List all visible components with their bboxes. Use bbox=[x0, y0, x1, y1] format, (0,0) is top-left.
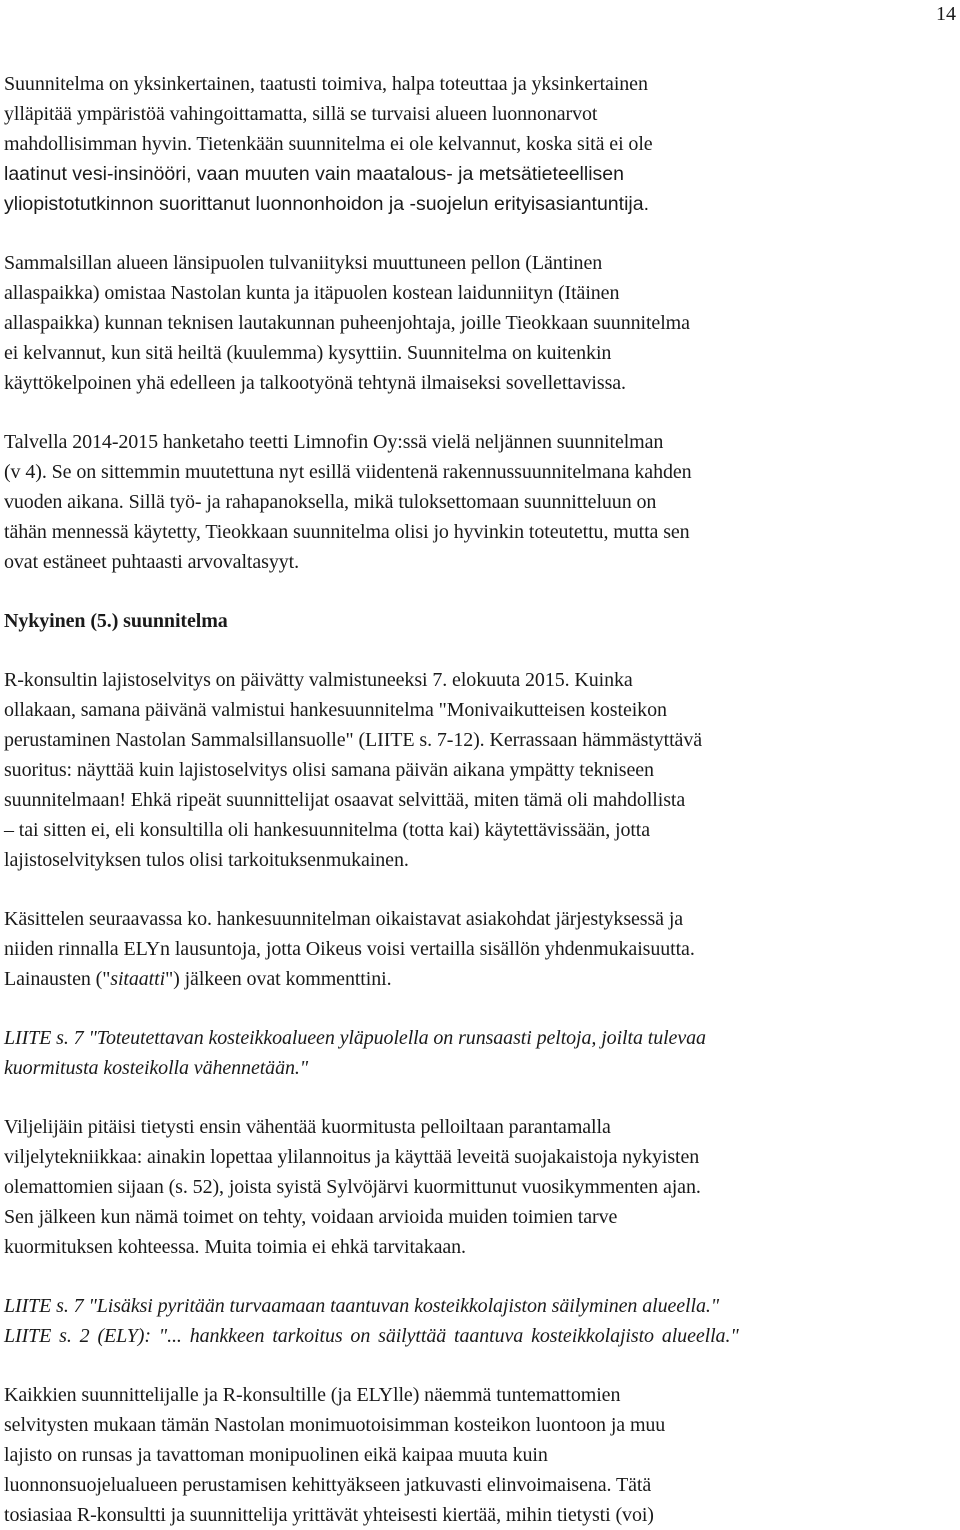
quote-liite-7-peltoja bbox=[4, 1023, 956, 1083]
text-line: selvitysten mukaan tämän Nastolan monimuotoisimman kosteikon luontoon ja muu bbox=[4, 1414, 666, 1436]
text-line: käyttökelpoinen yhä edelleen ja talkootyönä tehtynä ilmaiseksi sovellettavissa. bbox=[4, 372, 626, 394]
paragraph-biodiversity bbox=[4, 1380, 956, 1530]
text-line: Kaikkien suunnittelijalle ja R-konsultille (ja ELYlle) näemmä tuntemattomien bbox=[4, 1384, 621, 1406]
text-line: tähän mennessä käytetty, Tieokkaan suunnitelma olisi jo hyvinkin toteutettu, mutta sen bbox=[4, 521, 690, 543]
text-line: laatinut vesi-insinööri, vaan muuten vain maatalous- ja metsätieteellisen bbox=[4, 163, 624, 185]
text-line: lajisto on runsas ja tavattoman monipuolinen eikä kaipaa muuta kuin bbox=[4, 1444, 548, 1466]
paragraph-fourth-plan bbox=[4, 427, 956, 577]
text-line: ylläpitää ympäristöä vahingoittamatta, sillä se turvaisi alueen luonnonarvot bbox=[4, 103, 598, 125]
text-line: perustaminen Nastolan Sammalsillansuolle" (LIITE s. 7-12). Kerrassaan hämmästyttävä bbox=[4, 729, 702, 751]
italic-word: sitaatti bbox=[110, 968, 166, 990]
text-line: Talvella 2014-2015 hanketaho teetti Limnofin Oy:ssä vielä neljännen suunnitelman bbox=[4, 431, 664, 453]
text-line: Viljelijäin pitäisi tietysti ensin vähentää kuormitusta pelloiltaan parantamalla bbox=[4, 1116, 611, 1138]
text-line: ei kelvannut, kun sitä heiltä (kuulemma) kysyttiin. Suunnitelma on kuitenkin bbox=[4, 342, 612, 364]
text-line: yliopistotutkinnon suorittanut luonnonhoidon ja -suojelun erityisasiantuntija. bbox=[4, 193, 649, 215]
paragraph-plan-description bbox=[4, 69, 956, 219]
text-line: viljelytekniikkaa: ainakin lopettaa ylilannoitus ja käyttää leveitä suojakaistoja nykyisten bbox=[4, 1146, 700, 1168]
text-line: suunnitelmaan! Ehkä ripeät suunnittelijat osaavat selvittää, miten tämä oli mahdollista bbox=[4, 789, 686, 811]
quote-line: LIITE s. 7 "Toteutettavan kosteikkoalueen yläpuolella on runsaasti peltoja, joilta tulevaa bbox=[4, 1027, 706, 1049]
text-line: Suunnitelma on yksinkertainen, taatusti toimiva, halpa toteuttaa ja yksinkertainen bbox=[4, 73, 648, 95]
text-line: – tai sitten ei, eli konsultilla oli hankesuunnitelma (totta kai) käytettävissään, jotta bbox=[4, 819, 651, 841]
text-fragment: ") jälkeen ovat kommenttini. bbox=[165, 968, 392, 990]
text-line: R-konsultin lajistoselvitys on päivätty valmistuneeksi 7. elokuuta 2015. Kuinka bbox=[4, 669, 633, 691]
text-line: (v 4). Se on sittemmin muutettuna nyt esillä viidentenä rakennussuunnitelmana kahden bbox=[4, 461, 692, 483]
text-line: tosiasiaa R-konsultti ja suunnittelija yrittävät yhteisesti kiertää, mihin tietysti (voi) bbox=[4, 1504, 654, 1526]
text-line: suoritus: näyttää kuin lajistoselvitys olisi samana päivän aikana ympätty tekniseen bbox=[4, 759, 654, 781]
paragraph-farmers bbox=[4, 1112, 956, 1262]
quote-liite-species bbox=[4, 1291, 956, 1351]
text-line: ovat estäneet puhtaasti arvovaltasyyt. bbox=[4, 551, 299, 573]
quote-line: kuormitusta kosteikolla vähennetään." bbox=[4, 1057, 309, 1079]
section-heading: Nykyinen (5.) suunnitelma bbox=[4, 610, 228, 632]
text-line: allaspaikka) kunnan teknisen lautakunnan puheenjohtaja, joille Tieokkaan suunnitelma bbox=[4, 312, 690, 334]
quote-line: LIITE s. 2 (ELY): "... hankkeen tarkoitus on säilyttää taantuva kosteikkolajisto alueella." bbox=[4, 1325, 739, 1347]
text-line: Käsittelen seuraavassa ko. hankesuunnitelman oikaistavat asiakohdat järjestyksessä ja bbox=[4, 908, 684, 930]
text-line: Sen jälkeen kun nämä toimet on tehty, voidaan arvioida muiden toimien tarve bbox=[4, 1206, 618, 1228]
text-line: luonnonsuojelualueen perustamisen kehittyäkseen jatkuvasti elinvoimaisena. Tätä bbox=[4, 1474, 652, 1496]
paragraph-method bbox=[4, 904, 956, 994]
text-line: ollakaan, samana päivänä valmistui hankesuunnitelma "Monivaikutteisen kosteikon bbox=[4, 699, 667, 721]
text-line bbox=[4, 964, 956, 994]
document-body bbox=[4, 69, 956, 1530]
text-line: lajistoselvityksen tulos olisi tarkoituksenmukainen. bbox=[4, 849, 409, 871]
text-line: allaspaikka) omistaa Nastolan kunta ja itäpuolen kostean laidunniityn (Itäinen bbox=[4, 282, 620, 304]
page-number: 14 bbox=[936, 3, 956, 25]
text-line: vuoden aikana. Sillä työ- ja rahapanoksella, mikä tuloksettomaan suunnitteluun on bbox=[4, 491, 657, 513]
text-fragment: Lainausten (" bbox=[4, 968, 111, 990]
text-line: niiden rinnalla ELYn lausuntoja, jotta Oikeus voisi vertailla sisällön yhdenmukaisuutta. bbox=[4, 938, 695, 960]
paragraph-species-survey bbox=[4, 665, 956, 875]
text-line: Sammalsillan alueen länsipuolen tulvaniityksi muuttuneen pellon (Läntinen bbox=[4, 252, 603, 274]
text-line: mahdollisimman hyvin. Tietenkään suunnitelma ei ole kelvannut, koska sitä ei ole bbox=[4, 133, 653, 155]
text-line: kuormituksen kohteessa. Muita toimia ei ehkä tarvitakaan. bbox=[4, 1236, 466, 1258]
quote-line: LIITE s. 7 "Lisäksi pyritään turvaamaan taantuvan kosteikkolajiston säilyminen alueella." bbox=[4, 1295, 720, 1317]
text-line: olemattomien sijaan (s. 52), joista syistä Sylvöjärvi kuormittunut vuosikymmenten ajan. bbox=[4, 1176, 701, 1198]
paragraph-land-owners bbox=[4, 248, 956, 398]
